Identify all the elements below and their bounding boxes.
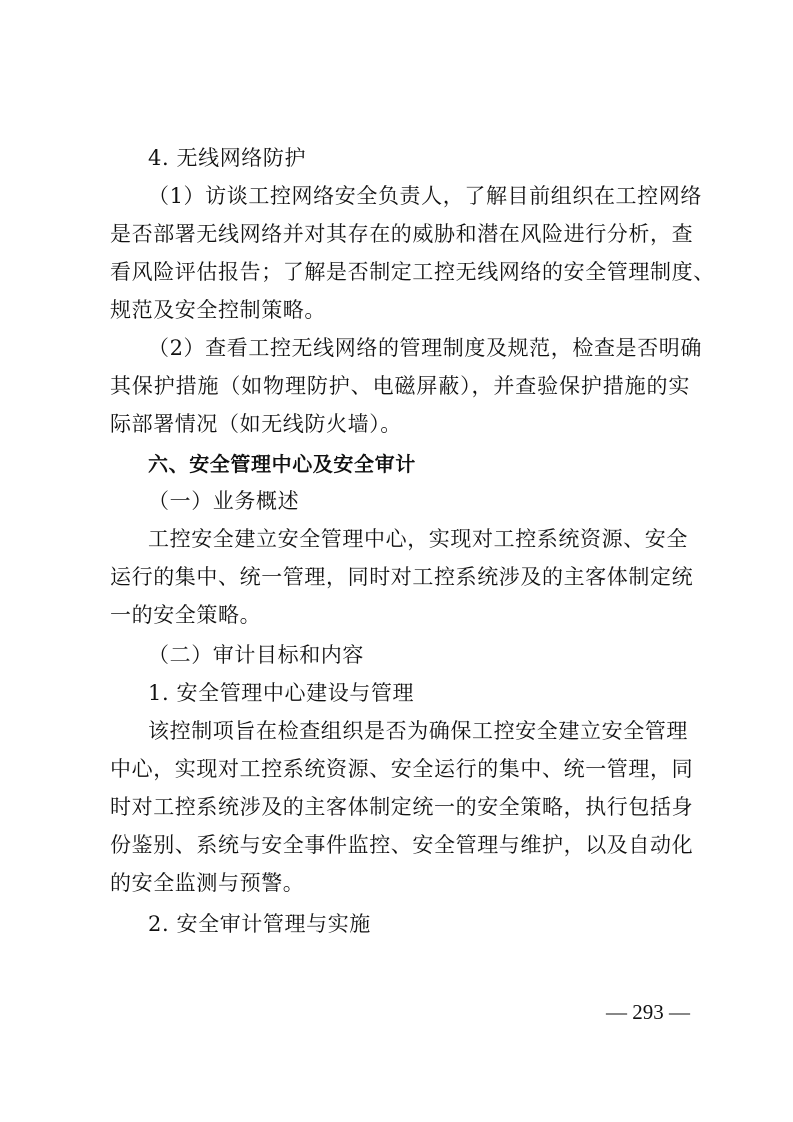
subsection-heading-overview: （一）业务概述 xyxy=(148,489,300,513)
paragraph-line: 工控安全建立安全管理中心，实现对工控系统资源、安全 xyxy=(148,527,688,551)
paragraph-line: 一的安全策略。 xyxy=(110,603,262,627)
paragraph-line: 时对工控系统涉及的主客体制定统一的安全策略，执行包括身 xyxy=(110,795,694,819)
section-heading-management-center: 1. 安全管理中心建设与管理 xyxy=(148,681,415,705)
subsection-heading-audit-goals: （二）审计目标和内容 xyxy=(148,643,364,667)
section-heading-wireless: 4. 无线网络防护 xyxy=(148,146,307,170)
section-heading-audit-management: 2. 安全审计管理与实施 xyxy=(148,912,371,936)
paragraph-line: 运行的集中、统一管理，同时对工控系统涉及的主客体制定统 xyxy=(110,565,694,589)
paragraph-line: （1）访谈工控网络安全负责人，了解目前组织在工控网络 xyxy=(148,184,702,208)
paragraph-line: 份鉴别、系统与安全事件监控、安全管理与维护，以及自动化 xyxy=(110,833,694,857)
paragraph-line: 该控制项旨在检查组织是否为确保工控安全建立安全管理 xyxy=(148,719,688,743)
paragraph-line: 的安全监测与预警。 xyxy=(110,871,305,895)
chapter-heading: 六、安全管理中心及安全审计 xyxy=(148,452,416,476)
paragraph-line: 规范及安全控制策略。 xyxy=(110,298,326,322)
paragraph-line: 际部署情况（如无线防火墙）。 xyxy=(110,412,402,436)
paragraph-line: 是否部署无线网络并对其存在的威胁和潜在风险进行分析，查 xyxy=(110,222,694,246)
paragraph-line: 其保护措施（如物理防护、电磁屏蔽），并查验保护措施的实 xyxy=(110,374,690,398)
page-number: — 293 — xyxy=(606,1000,690,1024)
paragraph-line: 中心，实现对工控系统资源、安全运行的集中、统一管理，同 xyxy=(110,757,694,781)
paragraph-line: 看风险评估报告；了解是否制定工控无线网络的安全管理制度、 xyxy=(110,260,715,284)
paragraph-line: （2）查看工控无线网络的管理制度及规范，检查是否明确 xyxy=(148,336,702,360)
